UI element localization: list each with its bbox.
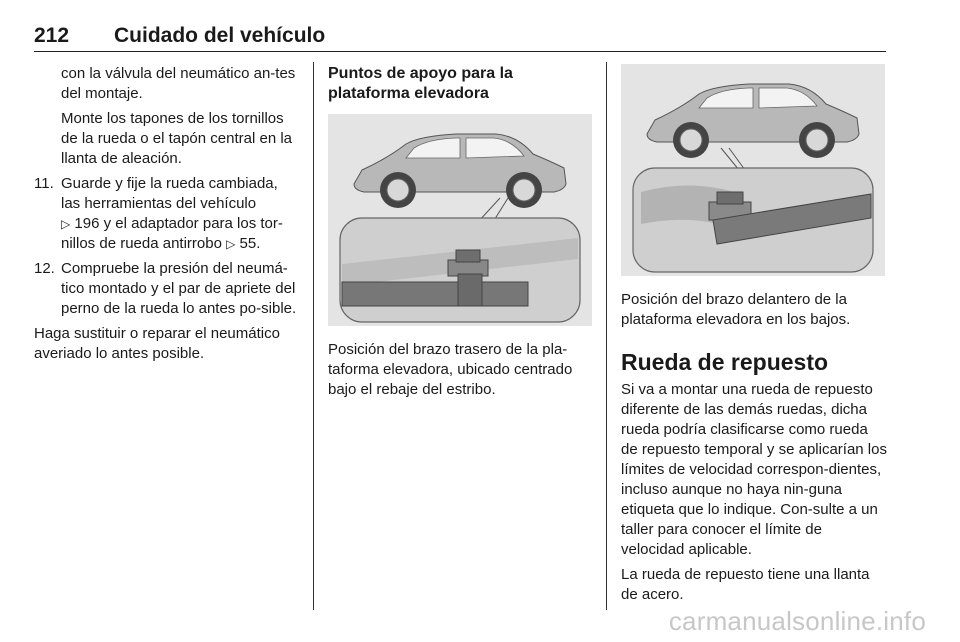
step-text: Guarde y fije la rueda cambiada, las herramientas del vehículo: [61, 175, 278, 212]
rear-lift-point-illustration: [328, 114, 592, 326]
list-item-12: [34, 259, 300, 319]
column-divider-left: [313, 62, 314, 610]
watermark: carmanualsonline.info: [668, 606, 926, 636]
figure-caption: Posición del brazo trasero de la pla-taforma elevadora, ubicado centrado bajo el rebaje del estribo.: [328, 341, 573, 398]
paragraph-steel-rim: La rueda de repuesto tiene una llanta de acero.: [621, 566, 870, 603]
page-reference-link[interactable]: 55.: [239, 235, 261, 252]
page-reference-link[interactable]: 196: [74, 215, 100, 232]
step-text: Compruebe la presión del neumá-tico montado y el par de apriete del perno de la rueda lo antes po-sible.: [61, 260, 297, 317]
column-left: [34, 64, 300, 369]
list-number: 12.: [34, 260, 55, 277]
triangle-right-icon[interactable]: ▷: [61, 217, 71, 231]
car-illustration: [621, 64, 885, 276]
list-item-11: [34, 174, 300, 254]
section-heading: Rueda de repuesto: [621, 349, 829, 375]
paragraph-spare-wheel: Si va a montar una rueda de repuesto diferente de las demás ruedas, dicha rueda podría clasificarse como rueda de repuesto temporal y se aplicarían los límites de velocidad correspon-dientes, incluso aunque no haya nin-guna etiqueta que lo indique. Con-sulte a un taller para conocer el límite de velocidad aplicable.: [621, 381, 887, 558]
paragraph-valve: con la válvula del neumático an-tes del montaje.: [61, 65, 296, 102]
column-divider-right: [606, 62, 607, 610]
car-illustration: [328, 114, 592, 326]
triangle-right-icon[interactable]: ▷: [226, 237, 236, 251]
step-text: y el adaptador para los tor-nillos de rueda antirrobo: [61, 215, 283, 252]
front-lift-point-illustration: [621, 64, 885, 276]
paragraph-repair: Haga sustituir o reparar el neumático averiado lo antes posible.: [34, 325, 280, 362]
section-title: Cuidado del vehículo: [114, 24, 326, 47]
figure-caption: Posición del brazo delantero de la plataforma elevadora en los bajos.: [621, 291, 851, 328]
column-middle: [328, 64, 592, 400]
column-right: [621, 64, 887, 610]
list-number: 11.: [34, 175, 54, 192]
paragraph-caps: Monte los tapones de los tornillos de la rueda o el tapón central en la llanta de aleación.: [61, 110, 292, 167]
page-header: [34, 24, 886, 52]
section-heading: Puntos de apoyo para la plataforma elevadora: [328, 65, 513, 102]
page-number: 212: [34, 24, 70, 47]
